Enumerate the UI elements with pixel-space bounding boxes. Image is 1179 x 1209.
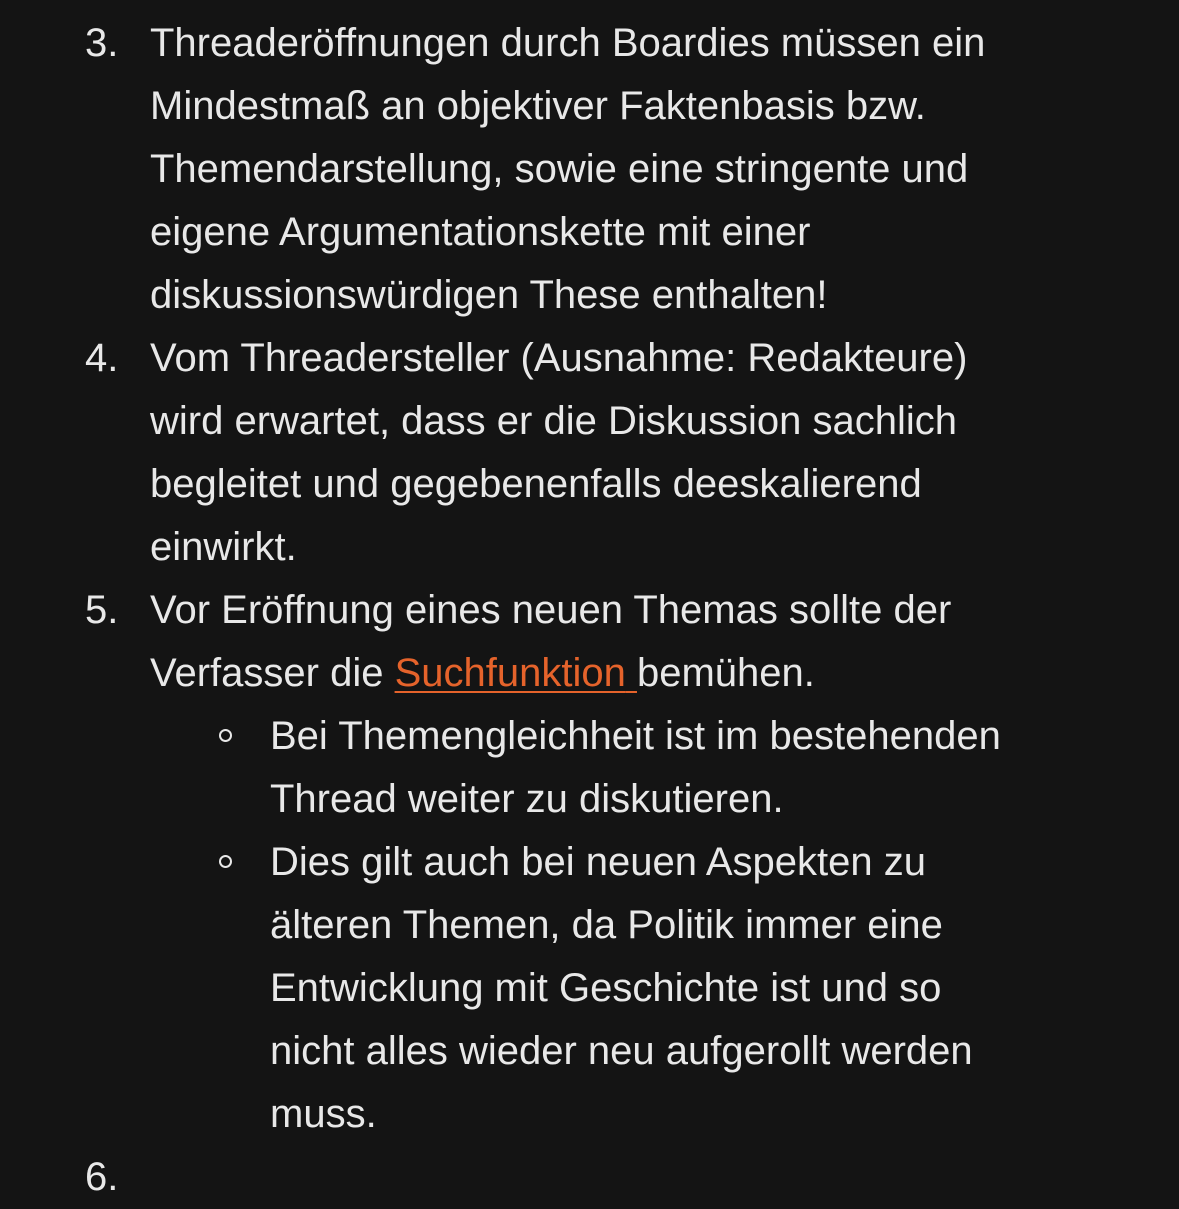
circle-bullet-icon	[219, 855, 232, 868]
rule-text-line: eigene Argumentationskette mit einer	[150, 210, 811, 254]
sub-rule-text-line: Bei Themengleichheit ist im bestehenden	[270, 714, 1001, 758]
rule-text-line: diskussionswürdigen These enthalten!	[150, 273, 828, 317]
rule-text-line: Mindestmaß an objektiver Faktenbasis bzw.	[150, 84, 926, 128]
rule-text-line: Threaderöffnungen durch Boardies müssen ein	[150, 21, 986, 65]
sub-rule-text-line: nicht alles wieder neu aufgerollt werden	[270, 1029, 973, 1073]
sub-rule-item	[270, 705, 1160, 831]
rule-text-line: begleitet und gegebenenfalls deeskalierend	[150, 462, 922, 506]
list-number: 5.	[85, 588, 119, 632]
link-trailing-space	[626, 651, 637, 695]
rule-text-prefix: Verfasser die	[150, 651, 395, 695]
sub-rule-text-line: Dies gilt auch bei neuen Aspekten zu	[270, 840, 926, 884]
sub-rule-text-line: Thread weiter zu diskutieren.	[270, 777, 784, 821]
rule-text-line: Vom Threadersteller (Ausnahme: Redakteure)	[150, 336, 968, 380]
sub-rule-item	[270, 831, 1160, 1146]
rule-text-suffix: bemühen.	[636, 651, 815, 695]
sub-rule-text-line: muss.	[270, 1092, 377, 1136]
rule-text-line: Themendarstellung, sowie eine stringente und	[150, 147, 969, 191]
sub-rule-text-line: älteren Themen, da Politik immer eine	[270, 903, 943, 947]
rule-text-line: Vor Eröffnung eines neuen Themas sollte der	[150, 588, 952, 632]
list-number: 3.	[85, 21, 119, 65]
list-number: 4.	[85, 336, 119, 380]
search-function-link[interactable]: Suchfunktion	[394, 651, 626, 695]
circle-bullet-icon	[219, 729, 232, 742]
rule-item-4	[150, 327, 1150, 579]
rule-item-5	[150, 579, 1150, 705]
sub-rule-text-line: Entwicklung mit Geschichte ist und so	[270, 966, 942, 1010]
rule-item-3	[150, 12, 1150, 327]
rule-text-line: wird erwartet, dass er die Diskussion sachlich	[150, 399, 957, 443]
rule-text-line: einwirkt.	[150, 525, 297, 569]
list-number-cutoff: 6.	[85, 1155, 119, 1199]
rule-text-line	[150, 642, 1150, 705]
